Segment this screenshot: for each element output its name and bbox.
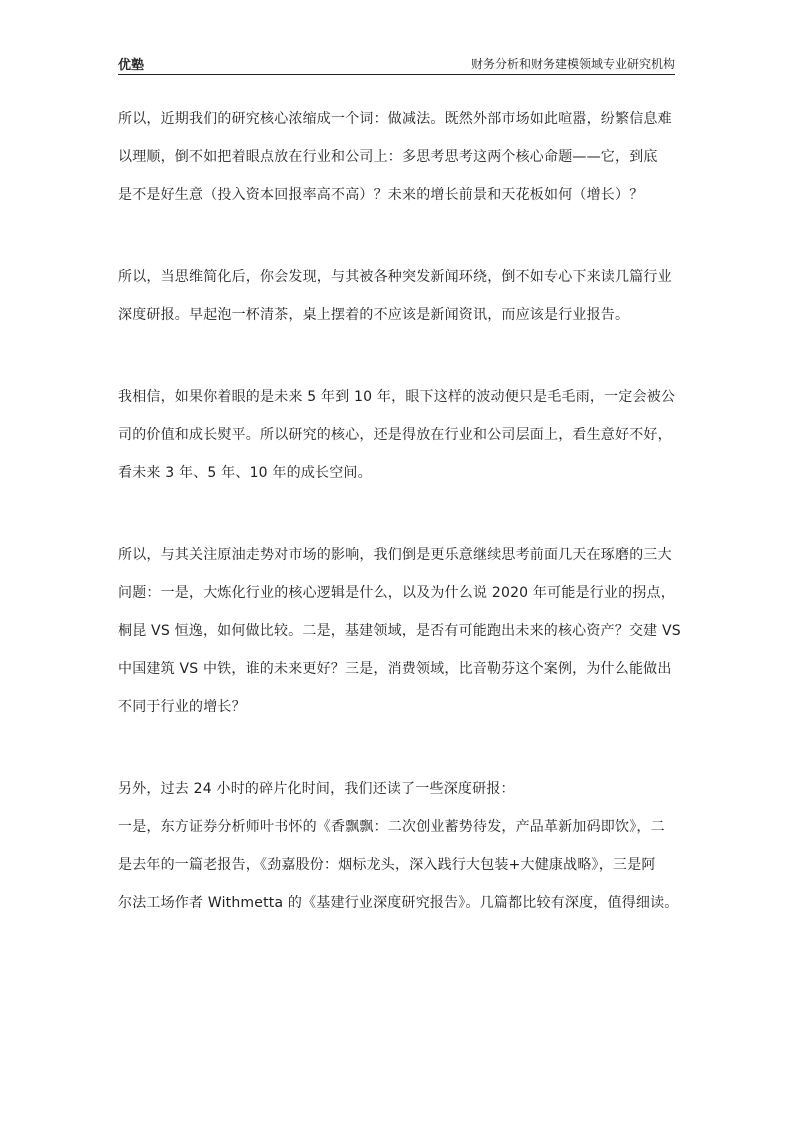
- text-line: 问题：一是，大炼化行业的核心逻辑是什么，以及为什么说 2020 年可能是行业的拐点，: [118, 585, 675, 601]
- text-line: 深度研报。早起泡一杯清茶，桌上摆着的不应该是新闻资讯，而应该是行业报告。: [118, 307, 630, 323]
- paragraph-1: [118, 100, 672, 214]
- text-line: 尔法工场作者 Withmetta 的《基建行业深度研究报告》。几篇都比较有深度，值得细读。: [118, 895, 679, 911]
- text-line: 司的价值和成长熨平。所以研究的核心，还是得放在行业和公司层面上，看生意好不好，: [118, 427, 672, 443]
- text-line: 不同于行业的增长？: [118, 699, 246, 715]
- text-line: 所以，近期我们的研究核心浓缩成一个词：做减法。既然外部市场如此喧嚣，纷繁信息难: [118, 111, 672, 127]
- brand-name: 优塾: [118, 58, 145, 73]
- text-line: 桐昆 VS 恒逸，如何做比较。二是，基建领域，是否有可能跑出未来的核心资产？交建 VS: [118, 623, 681, 639]
- text-line: 是不是好生意（投入资本回报率高不高）？未来的增长前景和天花板如何（增长）？: [118, 187, 644, 203]
- paragraph-3: [118, 378, 676, 492]
- header-tagline: 财务分析和财务建模领域专业研究机构: [470, 57, 675, 71]
- text-line: 以理顺，倒不如把着眼点放在行业和公司上：多思考思考这两个核心命题——它，到底: [118, 149, 658, 165]
- text-line: 另外，过去 24 小时的碎片化时间，我们还读了一些深度研报：: [118, 781, 515, 797]
- text-line: 一是，东方证券分析师叶书怀的《香飘飘：二次创业蓄势待发，产品革新加码即饮》，二: [118, 819, 665, 835]
- page-header: [118, 52, 675, 75]
- text-line: 所以，当思维简化后，你会发现，与其被各种突发新闻环绕，倒不如专心下来读几篇行业: [118, 269, 672, 285]
- paragraph-2: [118, 258, 672, 334]
- text-line: 中国建筑 VS 中铁，谁的未来更好？三是，消费领域，比音勒芬这个案例，为什么能做出: [118, 661, 672, 677]
- text-line: 我相信，如果你着眼的是未来 5 年到 10 年，眼下这样的波动便只是毛毛雨，一定会被公: [118, 389, 676, 405]
- document-body: [118, 100, 681, 922]
- text-line: 所以，与其关注原油走势对市场的影响，我们倒是更乐意继续思考前面几天在琢磨的三大: [118, 547, 672, 563]
- text-line: 是去年的一篇老报告，《劲嘉股份：烟标龙头，深入践行大包装+大健康战略》，三是阿: [118, 857, 656, 873]
- paragraph-5: [118, 770, 679, 922]
- paragraph-4: [118, 536, 681, 726]
- text-line: 看未来 3 年、5 年、10 年的成长空间。: [118, 465, 372, 481]
